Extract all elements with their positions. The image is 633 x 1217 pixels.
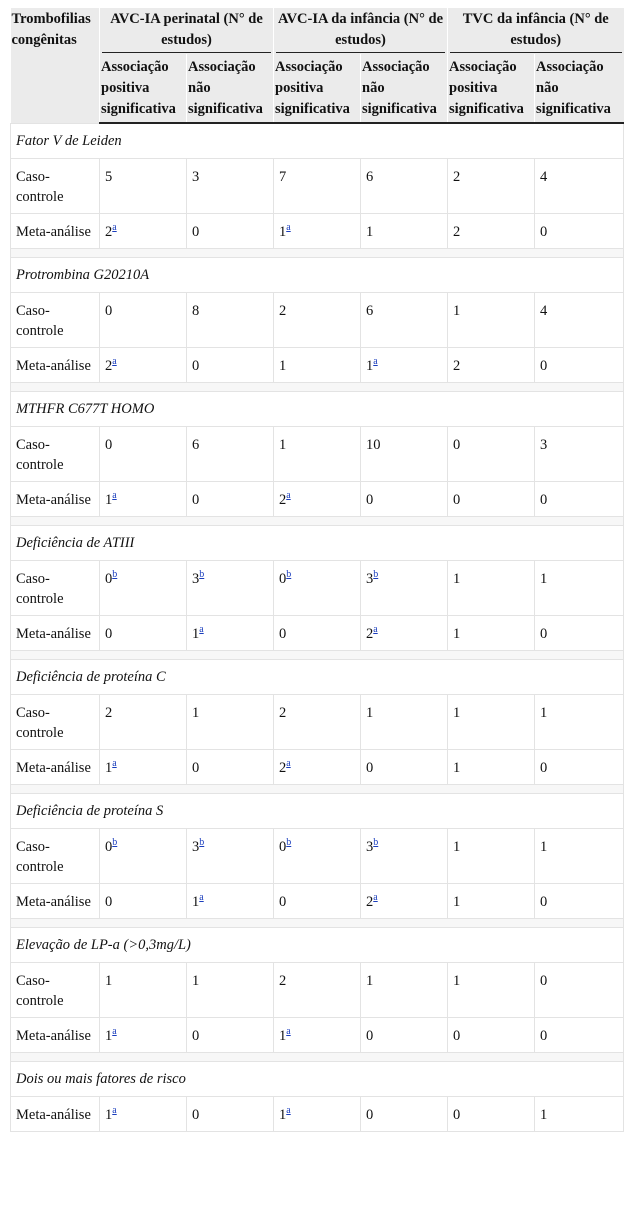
spacer-cell (11, 651, 624, 660)
cell-value: 2 (279, 973, 287, 989)
cell-value: 6 (366, 169, 374, 185)
table-cell (448, 616, 535, 651)
footnote-link[interactable]: a (112, 356, 117, 368)
table-cell (448, 214, 535, 249)
cell-value: 1 (540, 1107, 548, 1123)
table-cell (100, 616, 187, 651)
cell-value: 0 (192, 492, 200, 508)
footnote-link[interactable]: b (373, 837, 379, 849)
section-header-row (11, 123, 624, 159)
cell-value: 0 (540, 973, 548, 989)
cell-value: 0 (540, 760, 548, 776)
cell-value: 7 (279, 169, 287, 185)
cell-value: 1 (366, 358, 374, 374)
row-label: Caso-controle (11, 561, 100, 616)
table-row (11, 214, 624, 249)
footnote-link[interactable]: b (199, 569, 205, 581)
footnote-link[interactable]: b (373, 569, 379, 581)
footnote-link[interactable]: b (286, 837, 292, 849)
cell-value: 1 (279, 1107, 287, 1123)
table-cell (187, 750, 274, 785)
cell-value: 1 (453, 571, 461, 587)
row-label: Caso-controle (11, 829, 100, 884)
cell-value: 0 (279, 839, 287, 855)
row-label: Caso-controle (11, 159, 100, 214)
footnote-link[interactable]: b (112, 569, 118, 581)
row-label: Meta-análise (11, 1097, 100, 1132)
spacer-cell (11, 919, 624, 928)
table-cell (274, 348, 361, 383)
section-header-row (11, 526, 624, 561)
header-group-label: TVC da infância (N° de estudos) (450, 9, 622, 53)
table-cell (274, 616, 361, 651)
cell-value: 0 (453, 437, 461, 453)
table-cell (448, 884, 535, 919)
table-cell (187, 214, 274, 249)
section-spacer (11, 249, 624, 258)
table-cell (187, 159, 274, 214)
cell-value: 0 (105, 303, 113, 319)
table-cell (361, 750, 448, 785)
cell-value: 1 (105, 760, 113, 776)
header-group-label: AVC-IA da infância (N° de estudos) (276, 9, 445, 53)
header-group-childhood-ais (274, 8, 448, 54)
section-spacer (11, 1053, 624, 1062)
table-cell (361, 214, 448, 249)
cell-value: 1 (540, 571, 548, 587)
table-cell (448, 1097, 535, 1132)
table-cell (448, 427, 535, 482)
table-cell (535, 561, 624, 616)
cell-value: 0 (105, 839, 113, 855)
table-cell (187, 829, 274, 884)
table-cell (100, 1097, 187, 1132)
table-cell (100, 214, 187, 249)
footnote-link[interactable]: a (286, 490, 291, 502)
table-cell (187, 348, 274, 383)
thrombophilia-table (10, 8, 624, 1132)
section-header-row (11, 794, 624, 829)
table-cell (535, 427, 624, 482)
cell-value: 2 (453, 169, 461, 185)
cell-value: 5 (105, 169, 113, 185)
cell-value: 0 (453, 492, 461, 508)
row-label: Meta-análise (11, 616, 100, 651)
cell-value: 8 (192, 303, 200, 319)
cell-value: 2 (105, 224, 113, 240)
table-cell (448, 159, 535, 214)
row-label: Meta-análise (11, 750, 100, 785)
table-cell (274, 427, 361, 482)
table-cell (448, 293, 535, 348)
table-cell (535, 348, 624, 383)
section-title: Deficiência de ATIII (11, 526, 624, 561)
cell-value: 1 (453, 894, 461, 910)
table-cell (100, 695, 187, 750)
table-cell (361, 1097, 448, 1132)
table-cell (361, 561, 448, 616)
cell-value: 0 (366, 1028, 374, 1044)
cell-value: 1 (453, 839, 461, 855)
section-header-row (11, 928, 624, 963)
cell-value: 1 (192, 626, 200, 642)
footnote-link[interactable]: b (199, 837, 205, 849)
cell-value: 0 (540, 626, 548, 642)
footnote-link[interactable]: b (112, 837, 118, 849)
cell-value: 0 (453, 1107, 461, 1123)
row-label: Meta-análise (11, 348, 100, 383)
table-cell (187, 293, 274, 348)
table-cell (448, 829, 535, 884)
cell-value: 0 (192, 760, 200, 776)
table-cell (187, 1018, 274, 1053)
cell-value: 1 (192, 973, 200, 989)
cell-value: 1 (105, 492, 113, 508)
cell-value: 1 (279, 224, 287, 240)
table-cell (361, 482, 448, 517)
table-cell (187, 1097, 274, 1132)
table-cell (274, 1097, 361, 1132)
cell-value: 2 (366, 894, 374, 910)
footnote-link[interactable]: a (373, 356, 378, 368)
table-cell (448, 963, 535, 1018)
cell-value: 2 (279, 303, 287, 319)
row-label: Caso-controle (11, 963, 100, 1018)
header-positive-association: Associação positiva significativa (274, 54, 361, 123)
cell-value: 2 (366, 626, 374, 642)
table-cell (361, 427, 448, 482)
table-row (11, 695, 624, 750)
cell-value: 0 (279, 571, 287, 587)
cell-value: 1 (366, 973, 374, 989)
cell-value: 1 (366, 705, 374, 721)
table-cell (187, 427, 274, 482)
section-spacer (11, 383, 624, 392)
table-cell (274, 1018, 361, 1053)
table-container (10, 8, 623, 1132)
cell-value: 1 (453, 626, 461, 642)
cell-value: 2 (105, 358, 113, 374)
table-cell (274, 884, 361, 919)
table-cell (100, 427, 187, 482)
table-row (11, 829, 624, 884)
table-cell (100, 884, 187, 919)
spacer-cell (11, 383, 624, 392)
table-cell (361, 963, 448, 1018)
table-cell (361, 293, 448, 348)
table-cell (535, 616, 624, 651)
row-label: Meta-análise (11, 482, 100, 517)
cell-value: 0 (540, 492, 548, 508)
cell-value: 0 (105, 626, 113, 642)
cell-value: 1 (192, 894, 200, 910)
table-cell (100, 159, 187, 214)
table-row (11, 750, 624, 785)
row-label: Meta-análise (11, 1018, 100, 1053)
cell-value: 0 (279, 626, 287, 642)
table-cell (361, 1018, 448, 1053)
cell-value: 3 (192, 839, 200, 855)
table-header (11, 8, 624, 123)
row-label: Caso-controle (11, 427, 100, 482)
footnote-link[interactable]: a (112, 222, 117, 234)
table-cell (274, 482, 361, 517)
cell-value: 1 (279, 437, 287, 453)
cell-value: 2 (105, 705, 113, 721)
cell-value: 1 (279, 358, 287, 374)
cell-value: 0 (540, 894, 548, 910)
cell-value: 1 (453, 705, 461, 721)
footnote-link[interactable]: a (199, 892, 204, 904)
table-cell (274, 963, 361, 1018)
cell-value: 1 (540, 839, 548, 855)
section-header-row (11, 392, 624, 427)
section-title: MTHFR C677T HOMO (11, 392, 624, 427)
cell-value: 1 (192, 705, 200, 721)
table-cell (448, 750, 535, 785)
table-cell (535, 829, 624, 884)
footnote-link[interactable]: a (112, 758, 117, 770)
table-body (11, 123, 624, 1132)
spacer-cell (11, 517, 624, 526)
section-title: Protrombina G20210A (11, 258, 624, 293)
section-header-row (11, 258, 624, 293)
cell-value: 0 (540, 1028, 548, 1044)
table-cell (187, 482, 274, 517)
table-cell (535, 884, 624, 919)
table-cell (361, 348, 448, 383)
footnote-link[interactable]: b (286, 569, 292, 581)
header-positive-association: Associação positiva significativa (100, 54, 187, 123)
cell-value: 1 (105, 1107, 113, 1123)
cell-value: 1 (453, 973, 461, 989)
section-spacer (11, 517, 624, 526)
table-cell (361, 695, 448, 750)
table-row (11, 482, 624, 517)
table-cell (187, 695, 274, 750)
cell-value: 4 (540, 169, 548, 185)
table-cell (100, 482, 187, 517)
table-cell (274, 214, 361, 249)
section-spacer (11, 919, 624, 928)
table-cell (100, 561, 187, 616)
cell-value: 0 (540, 358, 548, 374)
table-cell (187, 884, 274, 919)
table-row (11, 1097, 624, 1132)
table-cell (535, 1018, 624, 1053)
cell-value: 2 (453, 358, 461, 374)
row-label: Caso-controle (11, 695, 100, 750)
table-cell (274, 750, 361, 785)
table-cell (448, 695, 535, 750)
footnote-link[interactable]: a (286, 222, 291, 234)
table-row (11, 427, 624, 482)
cell-value: 3 (192, 169, 200, 185)
cell-value: 0 (192, 358, 200, 374)
cell-value: 6 (366, 303, 374, 319)
cell-value: 3 (540, 437, 548, 453)
table-cell (100, 348, 187, 383)
header-thrombophilias: Trombofilias congênitas (11, 8, 100, 123)
cell-value: 6 (192, 437, 200, 453)
spacer-cell (11, 1053, 624, 1062)
footnote-link[interactable]: a (286, 758, 291, 770)
row-label: Meta-análise (11, 214, 100, 249)
cell-value: 3 (192, 571, 200, 587)
table-cell (361, 616, 448, 651)
table-cell (448, 482, 535, 517)
header-non-significant-association: Associação não significativa (535, 54, 624, 123)
section-title: Deficiência de proteína S (11, 794, 624, 829)
section-spacer (11, 651, 624, 660)
cell-value: 1 (453, 760, 461, 776)
cell-value: 2 (279, 492, 287, 508)
footnote-link[interactable]: a (112, 490, 117, 502)
table-cell (361, 884, 448, 919)
table-cell (100, 829, 187, 884)
table-cell (535, 750, 624, 785)
cell-value: 2 (279, 760, 287, 776)
header-non-significant-association: Associação não significativa (361, 54, 448, 123)
cell-value: 0 (105, 437, 113, 453)
section-header-row (11, 1062, 624, 1097)
table-row (11, 1018, 624, 1053)
table-cell (448, 561, 535, 616)
cell-value: 0 (540, 224, 548, 240)
table-row (11, 348, 624, 383)
footnote-link[interactable]: a (286, 1105, 291, 1117)
table-cell (361, 159, 448, 214)
cell-value: 10 (366, 437, 381, 453)
table-row (11, 293, 624, 348)
table-cell (187, 963, 274, 1018)
table-cell (535, 963, 624, 1018)
table-cell (535, 293, 624, 348)
row-label: Caso-controle (11, 293, 100, 348)
table-row (11, 616, 624, 651)
footnote-link[interactable]: a (373, 624, 378, 636)
table-row (11, 884, 624, 919)
cell-value: 1 (540, 705, 548, 721)
table-cell (361, 829, 448, 884)
table-cell (448, 1018, 535, 1053)
table-cell (274, 159, 361, 214)
cell-value: 3 (366, 571, 374, 587)
footnote-link[interactable]: a (286, 1026, 291, 1038)
cell-value: 0 (105, 571, 113, 587)
table-cell (535, 695, 624, 750)
cell-value: 1 (453, 303, 461, 319)
cell-value: 0 (453, 1028, 461, 1044)
cell-value: 0 (192, 1028, 200, 1044)
table-cell (535, 159, 624, 214)
spacer-cell (11, 785, 624, 794)
footnote-link[interactable]: a (373, 892, 378, 904)
cell-value: 2 (279, 705, 287, 721)
cell-value: 0 (105, 894, 113, 910)
table-cell (535, 214, 624, 249)
cell-value: 4 (540, 303, 548, 319)
table-cell (274, 829, 361, 884)
footnote-link[interactable]: a (112, 1105, 117, 1117)
section-header-row (11, 660, 624, 695)
header-group-childhood-cvt (448, 8, 624, 54)
table-cell (274, 293, 361, 348)
table-cell (187, 561, 274, 616)
cell-value: 0 (366, 1107, 374, 1123)
table-cell (100, 293, 187, 348)
table-cell (100, 1018, 187, 1053)
table-row (11, 963, 624, 1018)
header-group-label: AVC-IA perinatal (N° de estudos) (102, 9, 271, 53)
cell-value: 1 (105, 973, 113, 989)
table-cell (448, 348, 535, 383)
table-cell (535, 1097, 624, 1132)
table-row (11, 159, 624, 214)
cell-value: 1 (366, 224, 374, 240)
table-cell (100, 963, 187, 1018)
section-title: Deficiência de proteína C (11, 660, 624, 695)
cell-value: 0 (279, 894, 287, 910)
footnote-link[interactable]: a (112, 1026, 117, 1038)
cell-value: 0 (366, 492, 374, 508)
cell-value: 0 (192, 1107, 200, 1123)
cell-value: 2 (453, 224, 461, 240)
section-title: Fator V de Leiden (11, 123, 624, 159)
section-title: Elevação de LP-a (>0,3mg/L) (11, 928, 624, 963)
table-cell (535, 482, 624, 517)
cell-value: 0 (366, 760, 374, 776)
footnote-link[interactable]: a (199, 624, 204, 636)
header-group-perinatal-ais (100, 8, 274, 54)
cell-value: 0 (192, 224, 200, 240)
header-non-significant-association: Associação não significativa (187, 54, 274, 123)
cell-value: 3 (366, 839, 374, 855)
row-label: Meta-análise (11, 884, 100, 919)
table-cell (274, 695, 361, 750)
table-cell (187, 616, 274, 651)
cell-value: 1 (279, 1028, 287, 1044)
table-row (11, 561, 624, 616)
section-spacer (11, 785, 624, 794)
section-title: Dois ou mais fatores de risco (11, 1062, 624, 1097)
table-cell (100, 750, 187, 785)
header-positive-association: Associação positiva significativa (448, 54, 535, 123)
cell-value: 1 (105, 1028, 113, 1044)
spacer-cell (11, 249, 624, 258)
table-cell (274, 561, 361, 616)
